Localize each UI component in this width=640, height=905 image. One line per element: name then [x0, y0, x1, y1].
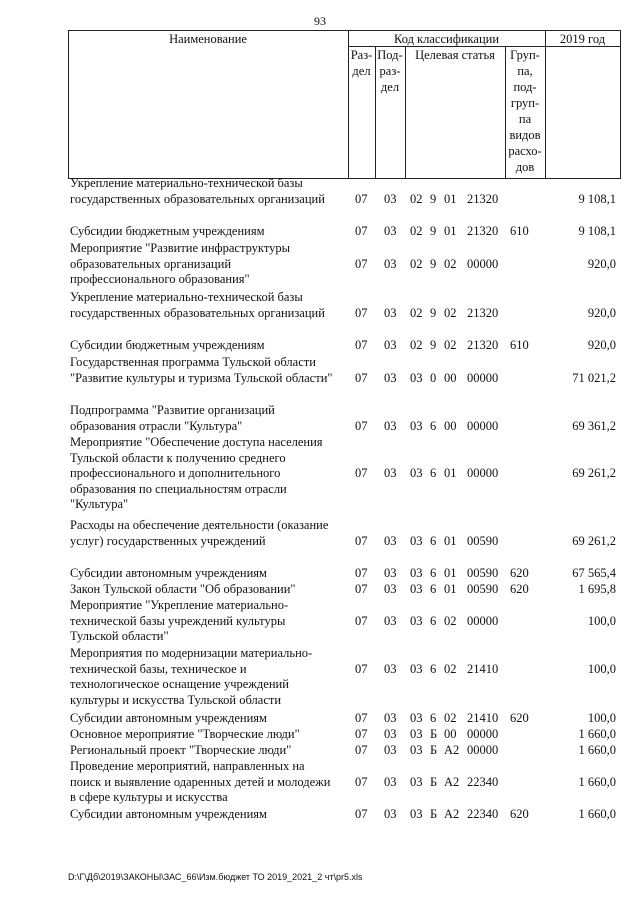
table-row — [0, 176, 640, 207]
row-target-event: 00 — [444, 418, 457, 433]
header-year: 2019 год — [559, 32, 606, 46]
row-target-direction: 00590 — [467, 533, 499, 548]
row-razdel: 07 — [355, 533, 368, 548]
row-target-subprogram: 6 — [430, 661, 437, 676]
row-amount: 100,0 — [587, 613, 616, 628]
row-target-direction: 21410 — [467, 711, 499, 725]
table-row — [0, 435, 640, 513]
row-target-event: 01 — [444, 582, 457, 596]
row-podrazdel: 03 — [384, 661, 397, 676]
row-amount: 920,0 — [587, 338, 616, 352]
row-razdel: 07 — [355, 466, 368, 481]
row-name: Основное мероприятие "Творческие люди" — [70, 727, 300, 741]
row-podrazdel: 03 — [384, 466, 397, 481]
table-row — [0, 598, 640, 645]
row-target-subprogram: 6 — [430, 613, 437, 628]
table-row — [0, 582, 640, 598]
table-row — [0, 759, 640, 806]
row-target-program: 03 — [410, 370, 423, 385]
row-amount: 71 021,2 — [572, 370, 616, 385]
row-target-event: 02 — [444, 613, 457, 628]
table-row — [0, 290, 640, 321]
row-podrazdel: 03 — [384, 711, 397, 725]
row-target-direction: 21320 — [467, 305, 499, 320]
row-target-subprogram: 6 — [430, 566, 437, 580]
row-expense-group: 620 — [510, 566, 529, 580]
row-target-direction: 21320 — [467, 191, 499, 206]
row-target-event: 01 — [444, 466, 457, 481]
row-amount: 69 261,2 — [572, 466, 616, 481]
file-path-footer: D:\Г\Дб\2019\ЗАКОНЫ\ЗАС_66\Изм.бюджет ТО 2019_2021_2 чт\pr5.xls — [68, 872, 363, 882]
row-target-direction: 00000 — [467, 727, 499, 741]
row-target-event: 02 — [444, 661, 457, 676]
table-row — [0, 224, 640, 240]
row-amount: 100,0 — [587, 661, 616, 676]
row-target-direction: 21410 — [467, 661, 499, 676]
table-row — [0, 646, 640, 708]
row-target-program: 02 — [410, 256, 423, 271]
row-name: Расходы на обеспечение деятельности (оказание услуг) государственных учреждений — [70, 518, 329, 548]
row-amount: 100,0 — [587, 711, 616, 725]
row-target-program: 02 — [410, 191, 423, 206]
row-target-program: 03 — [410, 613, 423, 628]
row-target-subprogram: Б — [430, 807, 438, 821]
row-podrazdel: 03 — [384, 224, 397, 238]
row-target-event: 01 — [444, 533, 457, 548]
row-target-subprogram: 9 — [430, 338, 437, 352]
row-razdel: 07 — [355, 418, 368, 433]
row-target-subprogram: 6 — [430, 582, 437, 596]
table-header — [68, 30, 621, 179]
header-name: Наименование — [169, 32, 247, 46]
row-name: Субсидии автономным учреждениям — [70, 711, 267, 725]
table-row — [0, 355, 640, 386]
row-name: Подпрограмма "Развитие организаций образования отрасли "Культура" — [70, 403, 275, 433]
row-name: Мероприятие "Обеспечение доступа населения Тульской области к получению среднего профессионального и дополнительного образования по специальностям отрасли "Культура" — [70, 435, 323, 512]
table-row — [0, 338, 640, 354]
header-razdel: Раз- дел — [350, 48, 373, 78]
row-target-event: А2 — [444, 807, 460, 821]
row-target-subprogram: Б — [430, 743, 438, 757]
row-amount: 67 565,4 — [572, 566, 616, 580]
row-target-event: А2 — [444, 743, 460, 757]
row-target-subprogram: 9 — [430, 256, 437, 271]
row-razdel: 07 — [355, 774, 368, 789]
row-target-program: 03 — [410, 418, 423, 433]
table-row — [0, 727, 640, 743]
row-target-subprogram: 9 — [430, 224, 437, 238]
row-target-event: 01 — [444, 191, 457, 206]
page-number: 93 — [314, 14, 326, 28]
row-razdel: 07 — [355, 743, 368, 757]
row-podrazdel: 03 — [384, 533, 397, 548]
row-target-subprogram: 0 — [430, 370, 437, 385]
row-target-event: 02 — [444, 338, 457, 352]
table-row — [0, 807, 640, 823]
header-classification: Код классификации — [393, 32, 500, 46]
row-target-direction: 00590 — [467, 582, 499, 596]
row-amount: 920,0 — [587, 256, 616, 271]
row-target-subprogram: 6 — [430, 466, 437, 481]
row-name: Субсидии бюджетным учреждениям — [70, 338, 265, 352]
row-amount: 69 261,2 — [572, 533, 616, 548]
row-target-event: 00 — [444, 370, 457, 385]
row-podrazdel: 03 — [384, 743, 397, 757]
row-target-direction: 21320 — [467, 338, 499, 352]
row-name: Мероприятие "Развитие инфраструктуры образовательных организаций профессионального образования" — [70, 241, 291, 287]
row-target-program: 03 — [410, 727, 423, 741]
row-razdel: 07 — [355, 224, 368, 238]
row-target-program: 03 — [410, 533, 423, 548]
row-name: Региональный проект "Творческие люди" — [70, 743, 292, 757]
row-razdel: 07 — [355, 191, 368, 206]
row-expense-group: 620 — [510, 582, 529, 596]
row-podrazdel: 03 — [384, 338, 397, 352]
row-razdel: 07 — [355, 305, 368, 320]
row-target-event: 02 — [444, 256, 457, 271]
row-target-event: 01 — [444, 566, 457, 580]
row-amount: 1 660,0 — [578, 807, 616, 821]
row-target-program: 03 — [410, 743, 423, 757]
row-podrazdel: 03 — [384, 807, 397, 821]
row-target-direction: 00000 — [467, 466, 499, 481]
row-podrazdel: 03 — [384, 582, 397, 596]
table-row — [0, 743, 640, 759]
row-expense-group: 620 — [510, 711, 529, 725]
row-amount: 1 660,0 — [578, 743, 616, 757]
row-target-program: 03 — [410, 774, 423, 789]
row-podrazdel: 03 — [384, 613, 397, 628]
row-podrazdel: 03 — [384, 727, 397, 741]
row-target-direction: 22340 — [467, 807, 499, 821]
row-target-event: 02 — [444, 711, 457, 725]
row-expense-group: 610 — [510, 338, 529, 352]
row-amount: 920,0 — [587, 305, 616, 320]
row-target-direction: 00000 — [467, 613, 499, 628]
row-target-subprogram: 6 — [430, 418, 437, 433]
row-target-direction: 00000 — [467, 256, 499, 271]
row-razdel: 07 — [355, 727, 368, 741]
row-podrazdel: 03 — [384, 305, 397, 320]
row-razdel: 07 — [355, 582, 368, 596]
row-amount: 69 361,2 — [572, 418, 616, 433]
row-razdel: 07 — [355, 661, 368, 676]
row-target-program: 02 — [410, 305, 423, 320]
row-podrazdel: 03 — [384, 191, 397, 206]
row-podrazdel: 03 — [384, 418, 397, 433]
row-name: Закон Тульской области "Об образовании" — [70, 582, 296, 596]
row-podrazdel: 03 — [384, 566, 397, 580]
header-podrazdel: Под- раз- дел — [377, 48, 403, 94]
table-row — [0, 241, 640, 288]
row-name: Субсидии автономным учреждениям — [70, 807, 267, 821]
row-target-subprogram: 9 — [430, 191, 437, 206]
row-amount: 9 108,1 — [578, 224, 616, 238]
header-target: Целевая статья — [415, 48, 495, 62]
row-razdel: 07 — [355, 370, 368, 385]
row-target-subprogram: 6 — [430, 711, 437, 725]
row-amount: 9 108,1 — [578, 191, 616, 206]
row-razdel: 07 — [355, 613, 368, 628]
table-row — [0, 711, 640, 727]
row-target-direction: 21320 — [467, 224, 499, 238]
row-target-subprogram: 6 — [430, 533, 437, 548]
row-name: Мероприятия по модернизации материально- технической базы, техническое и технологическое оснащение учреждений культуры и искусства Тульской области — [70, 646, 313, 707]
row-target-program: 03 — [410, 661, 423, 676]
row-razdel: 07 — [355, 338, 368, 352]
row-target-direction: 22340 — [467, 774, 499, 789]
row-target-subprogram: Б — [430, 774, 438, 789]
row-razdel: 07 — [355, 566, 368, 580]
row-target-program: 02 — [410, 338, 423, 352]
table-row — [0, 566, 640, 582]
row-razdel: 07 — [355, 256, 368, 271]
row-target-program: 02 — [410, 224, 423, 238]
row-target-subprogram: 9 — [430, 305, 437, 320]
row-name: Проведение мероприятий, направленных на поиск и выявление одаренных детей и молодежи в сфере культуры и искусства — [70, 759, 331, 805]
row-expense-group: 620 — [510, 807, 529, 821]
row-name: Субсидии автономным учреждениям — [70, 566, 267, 580]
row-name: Укрепление материально-технической базы государственных образовательных организаций — [70, 176, 325, 206]
row-razdel: 07 — [355, 807, 368, 821]
row-amount: 1 695,8 — [578, 582, 616, 596]
row-target-direction: 00000 — [467, 370, 499, 385]
row-name: Государственная программа Тульской области "Развитие культуры и туризма Тульской области" — [70, 355, 333, 385]
row-target-event: 02 — [444, 305, 457, 320]
row-target-program: 03 — [410, 582, 423, 596]
row-podrazdel: 03 — [384, 370, 397, 385]
row-target-direction: 00000 — [467, 743, 499, 757]
table-row — [0, 403, 640, 434]
row-target-event: 01 — [444, 224, 457, 238]
row-target-program: 03 — [410, 807, 423, 821]
row-target-program: 03 — [410, 711, 423, 725]
row-target-program: 03 — [410, 566, 423, 580]
row-podrazdel: 03 — [384, 256, 397, 271]
row-name: Субсидии бюджетным учреждениям — [70, 224, 265, 238]
row-razdel: 07 — [355, 711, 368, 725]
row-target-event: А2 — [444, 774, 460, 789]
row-target-program: 03 — [410, 466, 423, 481]
row-name: Укрепление материально-технической базы государственных образовательных организаций — [70, 290, 325, 320]
row-name: Мероприятие "Укрепление материально- технической базы учреждений культуры Тульской области" — [70, 598, 289, 644]
row-target-subprogram: Б — [430, 727, 438, 741]
row-podrazdel: 03 — [384, 774, 397, 789]
row-target-event: 00 — [444, 727, 457, 741]
header-group: Груп- па, под- груп- па видов расхо- дов — [508, 48, 542, 174]
table-row — [0, 518, 640, 549]
row-amount: 1 660,0 — [578, 727, 616, 741]
row-amount: 1 660,0 — [578, 774, 616, 789]
row-target-direction: 00590 — [467, 566, 499, 580]
row-target-direction: 00000 — [467, 418, 499, 433]
row-expense-group: 610 — [510, 224, 529, 238]
